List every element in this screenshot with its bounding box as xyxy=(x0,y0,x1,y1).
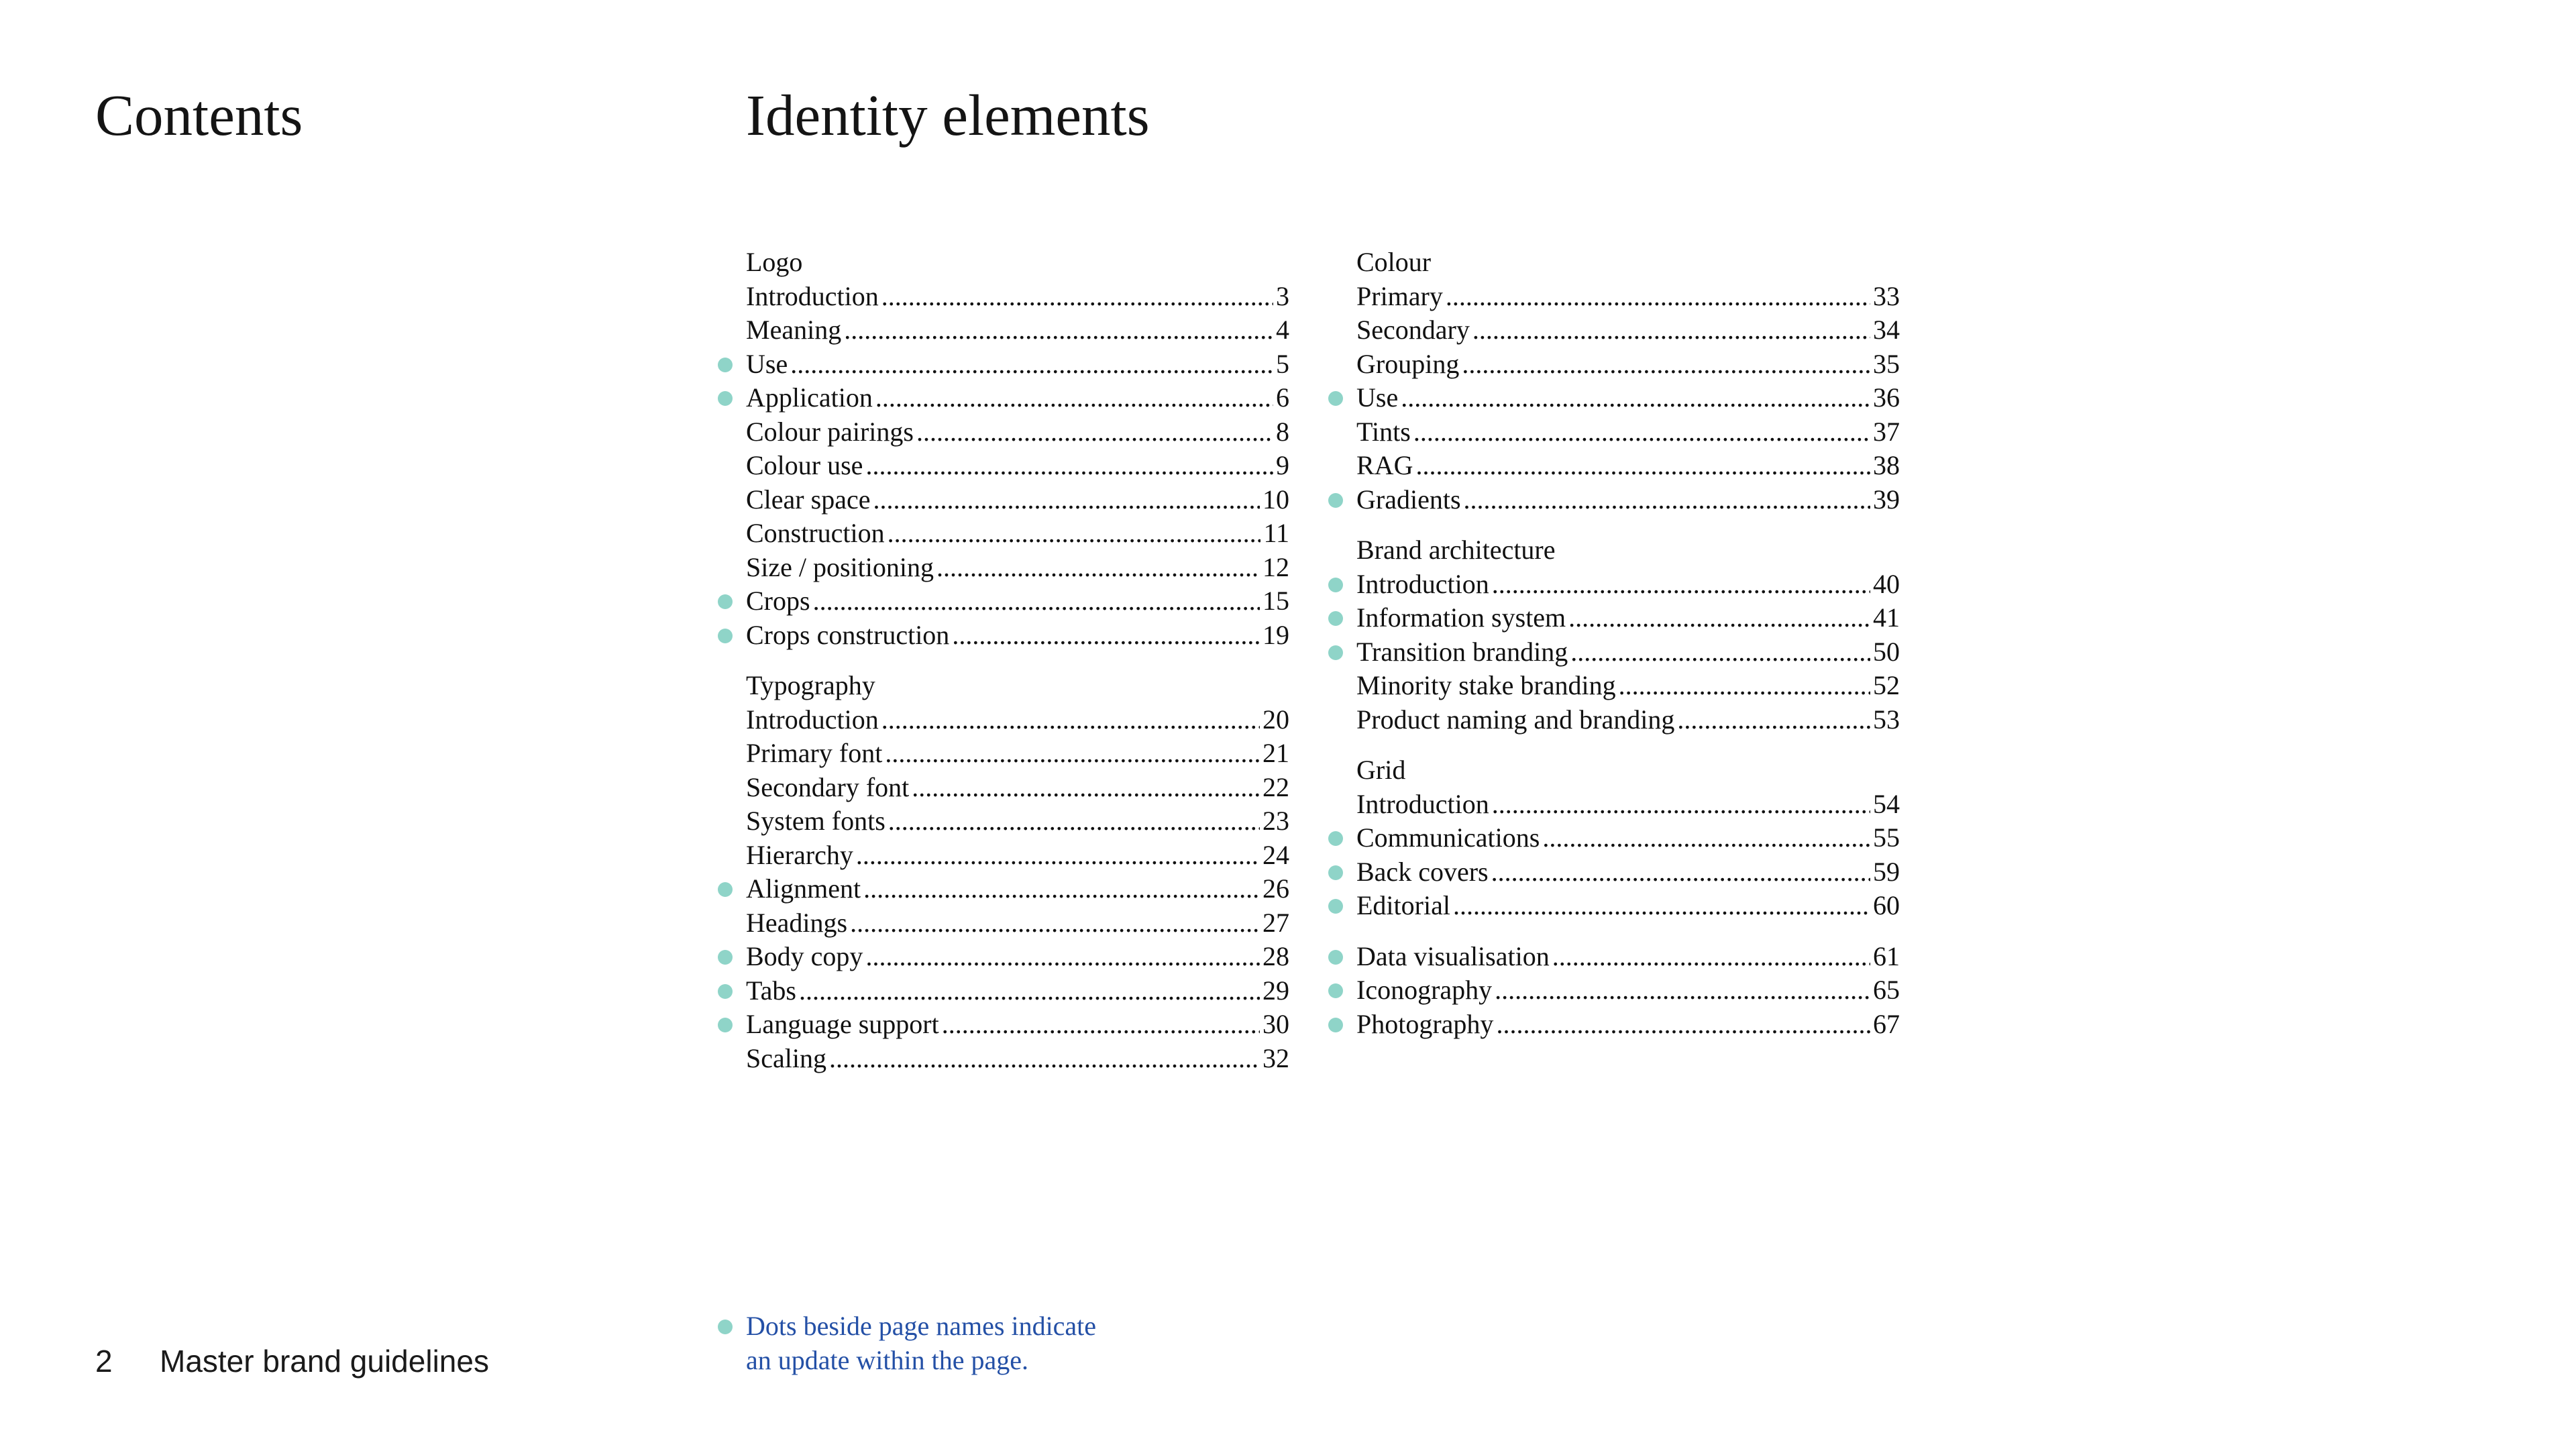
toc-entry-label: Secondary font xyxy=(746,771,910,802)
toc-entry-page: 34 xyxy=(1873,315,1900,345)
toc-entry-page: 37 xyxy=(1873,416,1900,447)
toc-entry-page: 67 xyxy=(1873,1008,1900,1039)
contents-heading: Contents xyxy=(95,83,303,148)
toc-dot-leader xyxy=(942,1008,1260,1042)
toc-dot-leader xyxy=(916,415,1273,449)
toc-dot-leader xyxy=(875,381,1273,415)
toc-entry-page: 29 xyxy=(1263,975,1289,1006)
toc-entry-page: 28 xyxy=(1263,941,1289,971)
toc-entry-label: Construction xyxy=(746,518,885,548)
toc-entry-page: 10 xyxy=(1263,484,1289,515)
toc-entry-page: 35 xyxy=(1873,348,1900,379)
toc-entry-page: 20 xyxy=(1263,704,1289,735)
toc-entry-page: 59 xyxy=(1873,856,1900,887)
toc-entry-page: 53 xyxy=(1873,704,1900,735)
update-dot-icon xyxy=(718,391,733,406)
toc-entry[interactable] xyxy=(746,619,1289,653)
toc-entry-page: 33 xyxy=(1873,280,1900,311)
toc-entry[interactable] xyxy=(746,804,1289,839)
toc-dot-leader xyxy=(829,1042,1260,1076)
toc-entry[interactable] xyxy=(746,517,1289,551)
toc-entry-page: 55 xyxy=(1873,822,1900,853)
toc-dot-leader xyxy=(1401,381,1870,415)
toc-dot-leader xyxy=(952,619,1260,653)
toc-entry[interactable] xyxy=(1356,821,1900,855)
toc-dot-leader xyxy=(790,347,1273,382)
toc-entry-label: Product naming and branding xyxy=(1356,704,1675,735)
update-dot-icon xyxy=(1328,950,1343,965)
toc-dot-leader xyxy=(1415,449,1870,483)
toc-entry-label: Headings xyxy=(746,907,848,938)
toc-entry[interactable] xyxy=(746,551,1289,585)
toc-dot-leader xyxy=(1570,635,1870,669)
toc-entry-label: Body copy xyxy=(746,941,863,971)
toc-dot-leader xyxy=(813,584,1260,619)
toc-dot-leader xyxy=(1464,483,1870,517)
toc-dot-leader xyxy=(1677,703,1870,737)
toc-entry-label: Application xyxy=(746,382,873,413)
toc-entry[interactable] xyxy=(746,483,1289,517)
toc-entry-page: 36 xyxy=(1873,382,1900,413)
toc-section-title: Grid xyxy=(1356,755,1406,785)
toc-entry-label: Editorial xyxy=(1356,890,1450,920)
toc-entry[interactable] xyxy=(746,872,1289,906)
toc-entry-page: 41 xyxy=(1873,602,1900,633)
toc-entry[interactable] xyxy=(746,737,1289,771)
toc-dot-leader xyxy=(1446,280,1870,314)
toc-entry-label: Photography xyxy=(1356,1008,1494,1039)
toc-entry-label: Primary xyxy=(1356,280,1443,311)
toc-entry-page: 38 xyxy=(1873,450,1900,480)
toc-entry[interactable] xyxy=(1356,568,1900,602)
toc-entry-label: Gradients xyxy=(1356,484,1461,515)
toc-entry-page: 15 xyxy=(1263,586,1289,616)
update-dot-icon xyxy=(718,882,733,897)
update-dot-icon xyxy=(1328,899,1343,914)
toc-dot-leader xyxy=(881,280,1273,314)
toc-entry-label: Crops xyxy=(746,586,810,616)
toc-entry-label: Hierarchy xyxy=(746,839,853,870)
toc-entry[interactable] xyxy=(746,280,1289,314)
toc-dot-leader xyxy=(873,483,1260,517)
toc-entry-label: Information system xyxy=(1356,602,1566,633)
toc-entry-label: Introduction xyxy=(1356,788,1489,819)
toc-entry-label: Back covers xyxy=(1356,856,1489,887)
update-dot-icon xyxy=(1328,578,1343,592)
toc-entry-page: 40 xyxy=(1873,568,1900,599)
toc-entry-page: 65 xyxy=(1873,975,1900,1005)
toc-entry[interactable] xyxy=(746,703,1289,737)
update-dot-icon xyxy=(718,629,733,643)
update-dot-icon xyxy=(1328,391,1343,406)
toc-entry-label: System fonts xyxy=(746,806,885,836)
toc-entry-page: 52 xyxy=(1873,670,1900,700)
toc-entry-page: 5 xyxy=(1276,348,1289,379)
toc-entry[interactable] xyxy=(1356,889,1900,923)
toc-entry[interactable] xyxy=(746,940,1289,974)
toc-section-title: Typography xyxy=(746,670,875,700)
toc-entry-label: Tabs xyxy=(746,975,796,1006)
toc-entry-page: 50 xyxy=(1873,636,1900,667)
toc-entry-page: 11 xyxy=(1263,518,1289,548)
toc-dot-leader xyxy=(863,872,1260,906)
toc-entry[interactable] xyxy=(746,381,1289,415)
toc-entry[interactable] xyxy=(1356,703,1900,737)
toc-dot-leader xyxy=(1492,788,1870,822)
toc-entry[interactable] xyxy=(1356,483,1900,517)
update-dot-icon xyxy=(718,984,733,999)
toc-entry-label: Introduction xyxy=(746,280,879,311)
toc-group xyxy=(1356,533,1900,737)
toc-dot-leader xyxy=(850,906,1260,941)
toc-entry[interactable] xyxy=(746,1042,1289,1076)
toc-dot-leader xyxy=(1462,347,1870,382)
toc-entry[interactable] xyxy=(1356,973,1900,1008)
toc-entry-label: Use xyxy=(1356,382,1399,413)
toc-entry-page: 60 xyxy=(1873,890,1900,920)
update-dot-icon xyxy=(1328,493,1343,508)
toc-entry-label: Use xyxy=(746,348,788,379)
toc-section-title: Colour xyxy=(1356,247,1432,277)
toc-entry-label: Colour pairings xyxy=(746,416,914,447)
toc-entry-page: 22 xyxy=(1263,771,1289,802)
toc-entry[interactable] xyxy=(746,839,1289,873)
toc-entry[interactable] xyxy=(746,1008,1289,1042)
toc-entry-label: Scaling xyxy=(746,1042,826,1073)
update-note-line-1: Dots beside page names indicate xyxy=(746,1311,1097,1341)
update-dot-icon xyxy=(1328,645,1343,660)
toc-entry-label: Data visualisation xyxy=(1356,941,1550,971)
toc-section-title: Logo xyxy=(746,247,803,277)
toc-dot-leader xyxy=(844,313,1273,347)
toc-dot-leader xyxy=(888,517,1261,551)
toc-entry-label: Tints xyxy=(1356,416,1411,447)
update-dot-icon xyxy=(718,358,733,372)
toc-column-left xyxy=(746,246,1289,1075)
toc-entry-label: Secondary xyxy=(1356,315,1470,345)
toc-dot-leader xyxy=(1619,669,1870,703)
section-heading: Identity elements xyxy=(746,83,1150,148)
toc-entry[interactable] xyxy=(746,906,1289,941)
update-dot-icon xyxy=(718,1320,733,1334)
toc-entry[interactable] xyxy=(746,313,1289,347)
toc-entry[interactable] xyxy=(1356,347,1900,382)
toc-entry[interactable] xyxy=(746,449,1289,483)
toc-entry-label: Size / positioning xyxy=(746,551,934,582)
toc-dot-leader xyxy=(1552,940,1870,974)
toc-entry-page: 27 xyxy=(1263,907,1289,938)
update-dot-icon xyxy=(1328,611,1343,626)
toc-entry-page: 54 xyxy=(1873,788,1900,819)
toc-dot-leader xyxy=(1491,855,1870,890)
toc-entry-label: Communications xyxy=(1356,822,1540,853)
toc-entry-label: Iconography xyxy=(1356,975,1493,1005)
toc-column-right xyxy=(1356,246,1900,1041)
footer-document-title: Master brand guidelines xyxy=(160,1344,489,1379)
toc-entry[interactable] xyxy=(746,771,1289,805)
toc-entry-label: Introduction xyxy=(746,704,879,735)
toc-group xyxy=(746,669,1289,1075)
toc-entry[interactable] xyxy=(1356,449,1900,483)
toc-dot-leader xyxy=(881,703,1260,737)
toc-entry-page: 8 xyxy=(1276,416,1289,447)
toc-entry-label: Colour use xyxy=(746,450,863,480)
toc-entry-label: Transition branding xyxy=(1356,636,1568,667)
toc-entry[interactable] xyxy=(746,974,1289,1008)
toc-dot-leader xyxy=(912,771,1260,805)
toc-entry-page: 39 xyxy=(1873,484,1900,515)
update-dot-icon xyxy=(718,1018,733,1032)
toc-dot-leader xyxy=(1496,1008,1870,1042)
toc-dot-leader xyxy=(865,940,1260,974)
toc-entry[interactable] xyxy=(1356,415,1900,449)
toc-dot-leader xyxy=(1472,313,1870,347)
toc-group xyxy=(1356,753,1900,923)
toc-dot-leader xyxy=(1453,889,1870,923)
toc-entry-page: 19 xyxy=(1263,619,1289,650)
toc-dot-leader xyxy=(799,974,1260,1008)
toc-section-title: Brand architecture xyxy=(1356,535,1556,565)
toc-dot-leader xyxy=(1568,601,1870,635)
toc-dot-leader xyxy=(888,804,1260,839)
toc-group xyxy=(746,246,1289,652)
toc-dot-leader xyxy=(1492,568,1870,602)
toc-entry-page: 32 xyxy=(1263,1042,1289,1073)
toc-entry-page: 3 xyxy=(1276,280,1289,311)
toc-entry-page: 12 xyxy=(1263,551,1289,582)
update-dot-icon xyxy=(1328,1018,1343,1032)
toc-dot-leader xyxy=(885,737,1260,771)
update-note xyxy=(746,1309,1096,1377)
toc-entry[interactable] xyxy=(1356,280,1900,314)
toc-entry-label: Crops construction xyxy=(746,619,950,650)
toc-group xyxy=(1356,940,1900,1042)
toc-entry[interactable] xyxy=(746,415,1289,449)
toc-entry-page: 61 xyxy=(1873,941,1900,971)
update-dot-icon xyxy=(718,594,733,609)
toc-dot-leader xyxy=(865,449,1273,483)
update-note-line-2: an update within the page. xyxy=(746,1344,1028,1375)
toc-dot-leader xyxy=(1413,415,1870,449)
toc-dot-leader xyxy=(856,839,1260,873)
footer-page-number: 2 xyxy=(95,1344,113,1379)
toc-entry[interactable] xyxy=(1356,313,1900,347)
toc-entry-page: 9 xyxy=(1276,450,1289,480)
toc-group xyxy=(1356,246,1900,517)
toc-entry[interactable] xyxy=(1356,601,1900,635)
toc-entry[interactable] xyxy=(1356,635,1900,669)
toc-entry-page: 4 xyxy=(1276,315,1289,345)
toc-entry[interactable] xyxy=(746,584,1289,619)
toc-entry-label: Alignment xyxy=(746,873,861,904)
toc-entry-label: RAG xyxy=(1356,450,1413,480)
toc-entry[interactable] xyxy=(1356,940,1900,974)
toc-entry-label: Clear space xyxy=(746,484,871,515)
toc-entry[interactable] xyxy=(1356,788,1900,822)
toc-entry-label: Grouping xyxy=(1356,348,1460,379)
update-dot-icon xyxy=(1328,983,1343,998)
toc-entry-label: Language support xyxy=(746,1009,939,1039)
toc-entry-label: Minority stake branding xyxy=(1356,670,1616,700)
toc-entry[interactable] xyxy=(1356,1008,1900,1042)
toc-entry-page: 26 xyxy=(1263,873,1289,904)
toc-entry-label: Meaning xyxy=(746,315,842,345)
toc-entry[interactable] xyxy=(1356,381,1900,415)
toc-dot-leader xyxy=(936,551,1260,585)
toc-entry-page: 23 xyxy=(1263,806,1289,836)
toc-entry[interactable] xyxy=(1356,669,1900,703)
toc-entry-page: 30 xyxy=(1263,1009,1289,1039)
toc-entry-page: 24 xyxy=(1263,839,1289,870)
update-dot-icon xyxy=(1328,865,1343,880)
toc-dot-leader xyxy=(1542,821,1870,855)
toc-entry-page: 6 xyxy=(1276,382,1289,413)
update-dot-icon xyxy=(1328,831,1343,846)
toc-entry-page: 21 xyxy=(1263,738,1289,768)
toc-entry-label: Primary font xyxy=(746,738,883,768)
toc-dot-leader xyxy=(1495,973,1870,1008)
toc-entry[interactable] xyxy=(746,347,1289,382)
toc-entry[interactable] xyxy=(1356,855,1900,890)
update-dot-icon xyxy=(718,950,733,965)
toc-entry-label: Introduction xyxy=(1356,568,1489,599)
